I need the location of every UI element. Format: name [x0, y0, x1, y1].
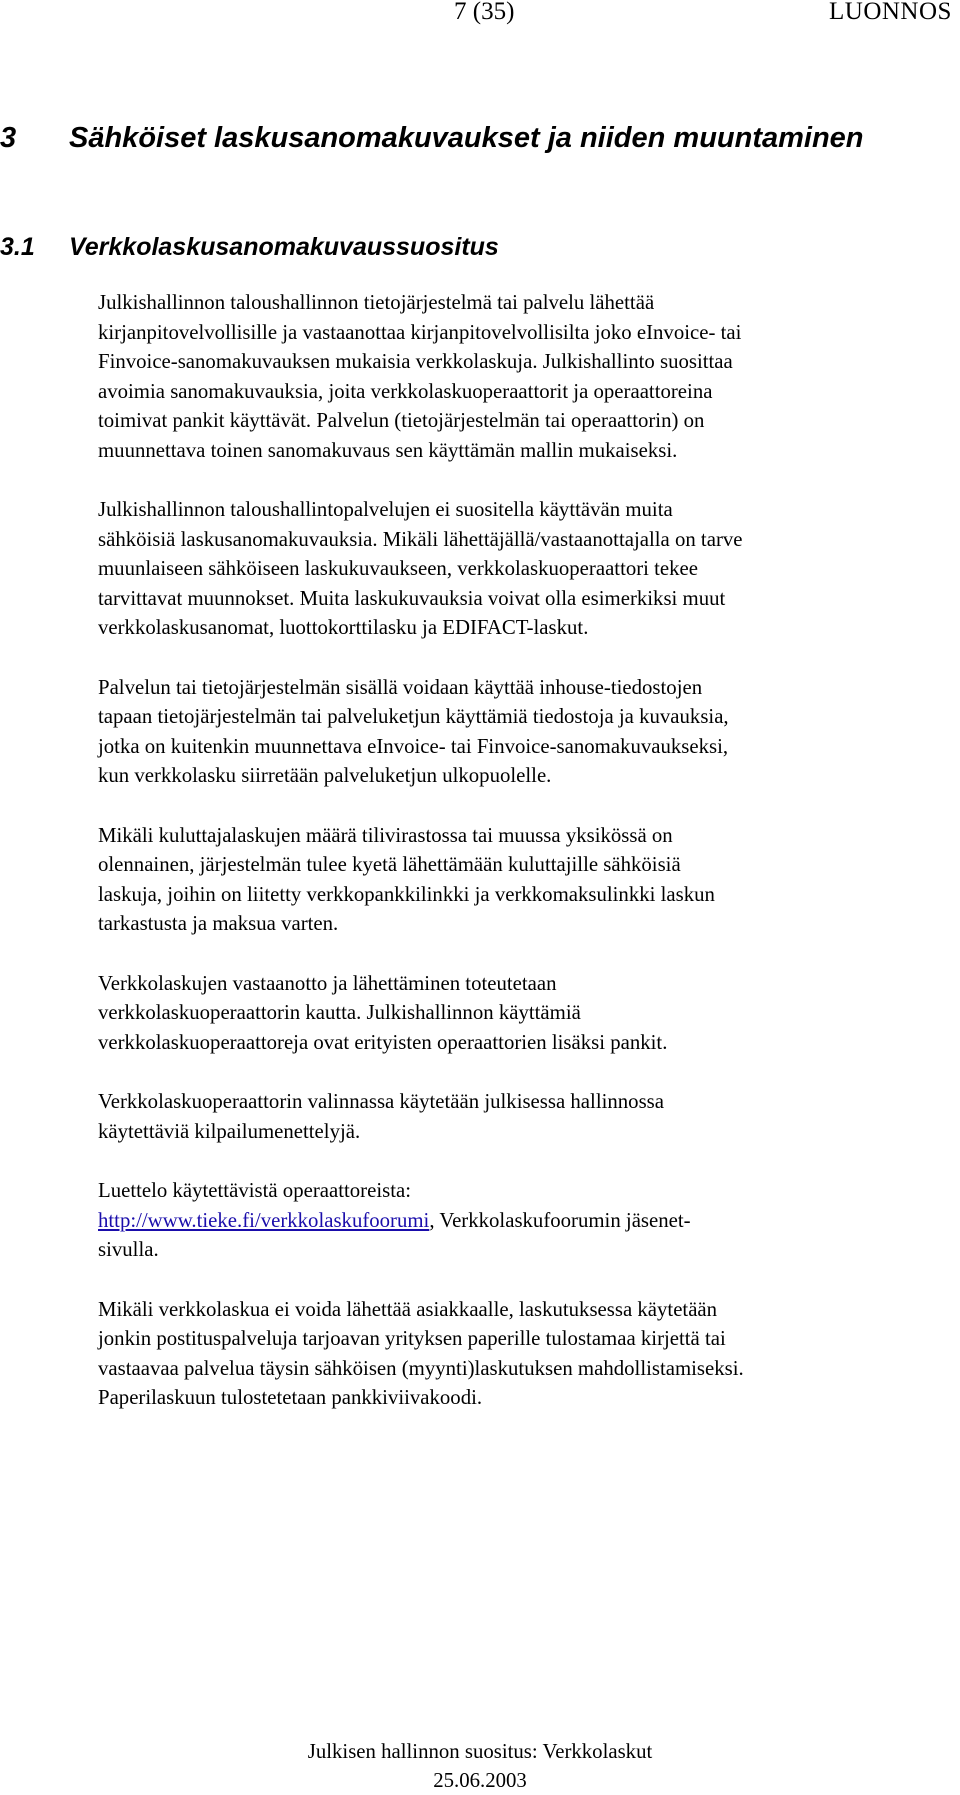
text-line — [98, 1206, 958, 1236]
text-line: Palvelun tai tietojärjestelmän sisällä voidaan käyttää inhouse-tiedostojen — [98, 675, 703, 699]
text-line: Luettelo käytettävistä operaattoreista: — [98, 1179, 411, 1202]
text-line: tarvittavat muunnokset. Muita laskukuvauksia voivat olla esimerkiksi muut — [98, 586, 726, 610]
text-line: tapaan tietojärjestelmän tai palveluketjun käyttämiä tiedostoja ja kuvauksia, — [98, 705, 729, 728]
text-line: Finvoice-sanomakuvauksen mukaisia verkkolaskuja. Julkishallinto suosittaa — [98, 350, 733, 373]
paragraph-inhouse-files — [98, 673, 958, 791]
draft-status-label: LUONNOS — [829, 0, 952, 25]
paragraph-invoice-formats — [98, 288, 958, 465]
text-line: Mikäli verkkolaskua ei voida lähettää asiakkaalle, laskutuksessa käytetään — [98, 1297, 718, 1321]
page-number: 7 (35) — [454, 0, 515, 25]
text-line: laskuja, joihin on liitetty verkkopankkilinkki ja verkkomaksulinkki laskun — [98, 882, 715, 906]
text-line: Julkishallinnon taloushallinnon tietojärjestelmä tai palvelu lähettää — [98, 291, 655, 314]
section-title: Sähköiset laskusanomakuvaukset ja niiden muuntaminen — [69, 122, 864, 154]
link-suffix-text: , Verkkolaskufoorumin jäsenet- — [429, 1208, 691, 1232]
text-line: sähköisiä laskusanomakuvauksia. Mikäli lähettäjällä/vastaanottajalla on tarve — [98, 527, 743, 551]
text-line: verkkolaskuoperaattoreja ovat erityisten operaattorien lisäksi pankit. — [98, 1030, 668, 1054]
text-line: Verkkolaskuoperaattorin valinnassa käytetään julkisessa hallinnossa — [98, 1090, 664, 1113]
text-line: toimivat pankit käyttävät. Palvelun (tietojärjestelmän tai operaattorin) on — [98, 409, 705, 432]
text-line: olennainen, järjestelmän tulee kyetä lähettämään kuluttajille sähköisiä — [98, 853, 681, 876]
section-heading — [0, 118, 864, 158]
paragraph-consumer-invoices — [98, 821, 958, 939]
body-text — [98, 288, 958, 1443]
paragraph-operators — [98, 969, 958, 1058]
text-line: muunnettava toinen sanomakuvaus sen käyttämän mallin mukaiseksi. — [98, 438, 678, 462]
text-line: verkkolaskusanomat, luottokorttilasku ja EDIFACT-laskut. — [98, 616, 589, 639]
text-line: kun verkkolasku siirretään palveluketjun ulkopuolelle. — [98, 764, 552, 787]
text-line: käytettäviä kilpailumenettelyjä. — [98, 1119, 361, 1143]
text-line: jotka on kuitenkin muunnettava eInvoice- tai Finvoice-sanomakuvaukseksi, — [98, 734, 729, 758]
subsection-heading — [0, 227, 499, 267]
text-line: Julkishallinnon taloushallintopalvelujen ei suositella käyttävän muita — [98, 498, 673, 521]
subsection-number: 3.1 — [0, 233, 35, 261]
text-line: tarkastusta ja maksua varten. — [98, 912, 339, 935]
verkkolaskufoorumi-link[interactable]: http://www.tieke.fi/verkkolaskufoorumi — [98, 1208, 430, 1232]
text-line: Mikäli kuluttajalaskujen määrä tilivirastossa tai muussa yksikössä on — [98, 823, 673, 847]
text-line: Verkkolaskujen vastaanotto ja lähettäminen toteutetaan — [98, 971, 557, 995]
paragraph-procurement — [98, 1087, 958, 1146]
text-line: sivulla. — [98, 1238, 159, 1261]
text-line: muunlaiseen sähköiseen laskukuvaukseen, verkkolaskuoperaattori tekee — [98, 557, 699, 580]
text-line: Paperilaskuun tulostetetaan pankkiviivakoodi. — [98, 1386, 483, 1409]
text-line: verkkolaskuoperaattorin kautta. Julkishallinnon käyttämiä — [98, 1001, 581, 1024]
text-line: vastaavaa palvelua täysin sähköisen (myynti)laskutuksen mahdollistamiseksi. — [98, 1356, 744, 1380]
paragraph-operator-list — [98, 1176, 958, 1265]
page-header — [0, 0, 960, 32]
text-line: jonkin postituspalveluja tarjoavan yrityksen paperille tulostamaa kirjettä tai — [98, 1327, 726, 1350]
section-number: 3 — [0, 122, 17, 154]
subsection-title: Verkkolaskusanomakuvaussuositus — [69, 233, 499, 261]
paragraph-paper-invoice — [98, 1295, 958, 1413]
footer-title: Julkisen hallinnon suositus: Verkkolaskut — [307, 1740, 653, 1763]
text-line: kirjanpitovelvollisille ja vastaanottaa kirjanpitovelvollisilta joko eInvoice- tai — [98, 320, 742, 344]
paragraph-other-formats — [98, 495, 958, 643]
text-line: avoimia sanomakuvauksia, joita verkkolaskuoperaattorit ja operaattoreina — [98, 379, 713, 403]
footer-date: 25.06.2003 — [433, 1769, 527, 1792]
